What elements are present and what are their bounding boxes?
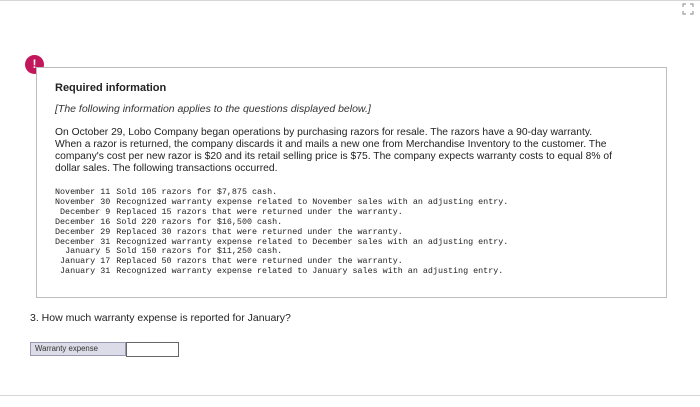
question-text: 3. How much warranty expense is reported for January?	[30, 312, 291, 324]
transaction-text: Recognized warranty expense related to December sales with an adjusting entry.	[116, 236, 509, 247]
required-information-panel	[36, 67, 667, 298]
transaction-date: December 29	[55, 226, 111, 237]
transaction-date: November 11	[55, 187, 111, 197]
transaction-text: Recognized warranty expense related to November sales with an adjusting entry.	[116, 196, 509, 207]
transaction-date: December 9	[60, 206, 111, 217]
transaction-date: December 16	[55, 216, 111, 227]
transaction-text: Sold 220 razors for $16,500 cash.	[116, 216, 283, 227]
transaction-text: Replaced 50 razors that were returned under the warranty.	[116, 256, 403, 267]
transaction-date: January 31	[60, 266, 111, 277]
transaction-text: Sold 150 razors for $11,250 cash.	[116, 246, 283, 257]
scenario-line: company's cost per new razor is $20 and its retail selling price is $75. The company expects warranty costs to equal 8% of	[55, 151, 612, 162]
top-divider	[0, 0, 700, 1]
alert-icon: !	[25, 55, 44, 74]
scenario-line: dollar sales. The following transactions occurred.	[55, 163, 278, 174]
transaction-text: Replaced 15 razors that were returned under the warranty.	[116, 206, 403, 217]
scenario-line: When a razor is returned, the company discards it and mails a new one from Merchandise Inventory to the customer. The	[55, 139, 607, 150]
transaction-text: Recognized warranty expense related to January sales with an adjusting entry.	[116, 266, 504, 277]
transaction-date: January 5	[65, 246, 111, 257]
transaction-row	[55, 267, 508, 277]
transaction-text: Sold 105 razors for $7,875 cash.	[116, 187, 278, 197]
scenario-line: On October 29, Lobo Company began operations by purchasing razors for resale. The razors have a 90-day warranty.	[55, 127, 593, 138]
scenario-text	[55, 127, 655, 175]
expand-icon[interactable]	[682, 3, 694, 15]
panel-title: Required information	[55, 82, 167, 94]
transaction-text: Replaced 30 razors that were returned under the warranty.	[116, 226, 403, 237]
answer-label: Warranty expense	[30, 342, 126, 356]
transaction-date: January 17	[60, 256, 111, 267]
warranty-expense-input[interactable]	[126, 342, 179, 357]
bottom-divider	[0, 395, 700, 396]
transaction-date: November 30	[55, 196, 111, 207]
transactions-table	[55, 188, 508, 277]
transaction-date: December 31	[55, 236, 111, 247]
panel-note: [The following information applies to the questions displayed below.]	[55, 103, 371, 115]
